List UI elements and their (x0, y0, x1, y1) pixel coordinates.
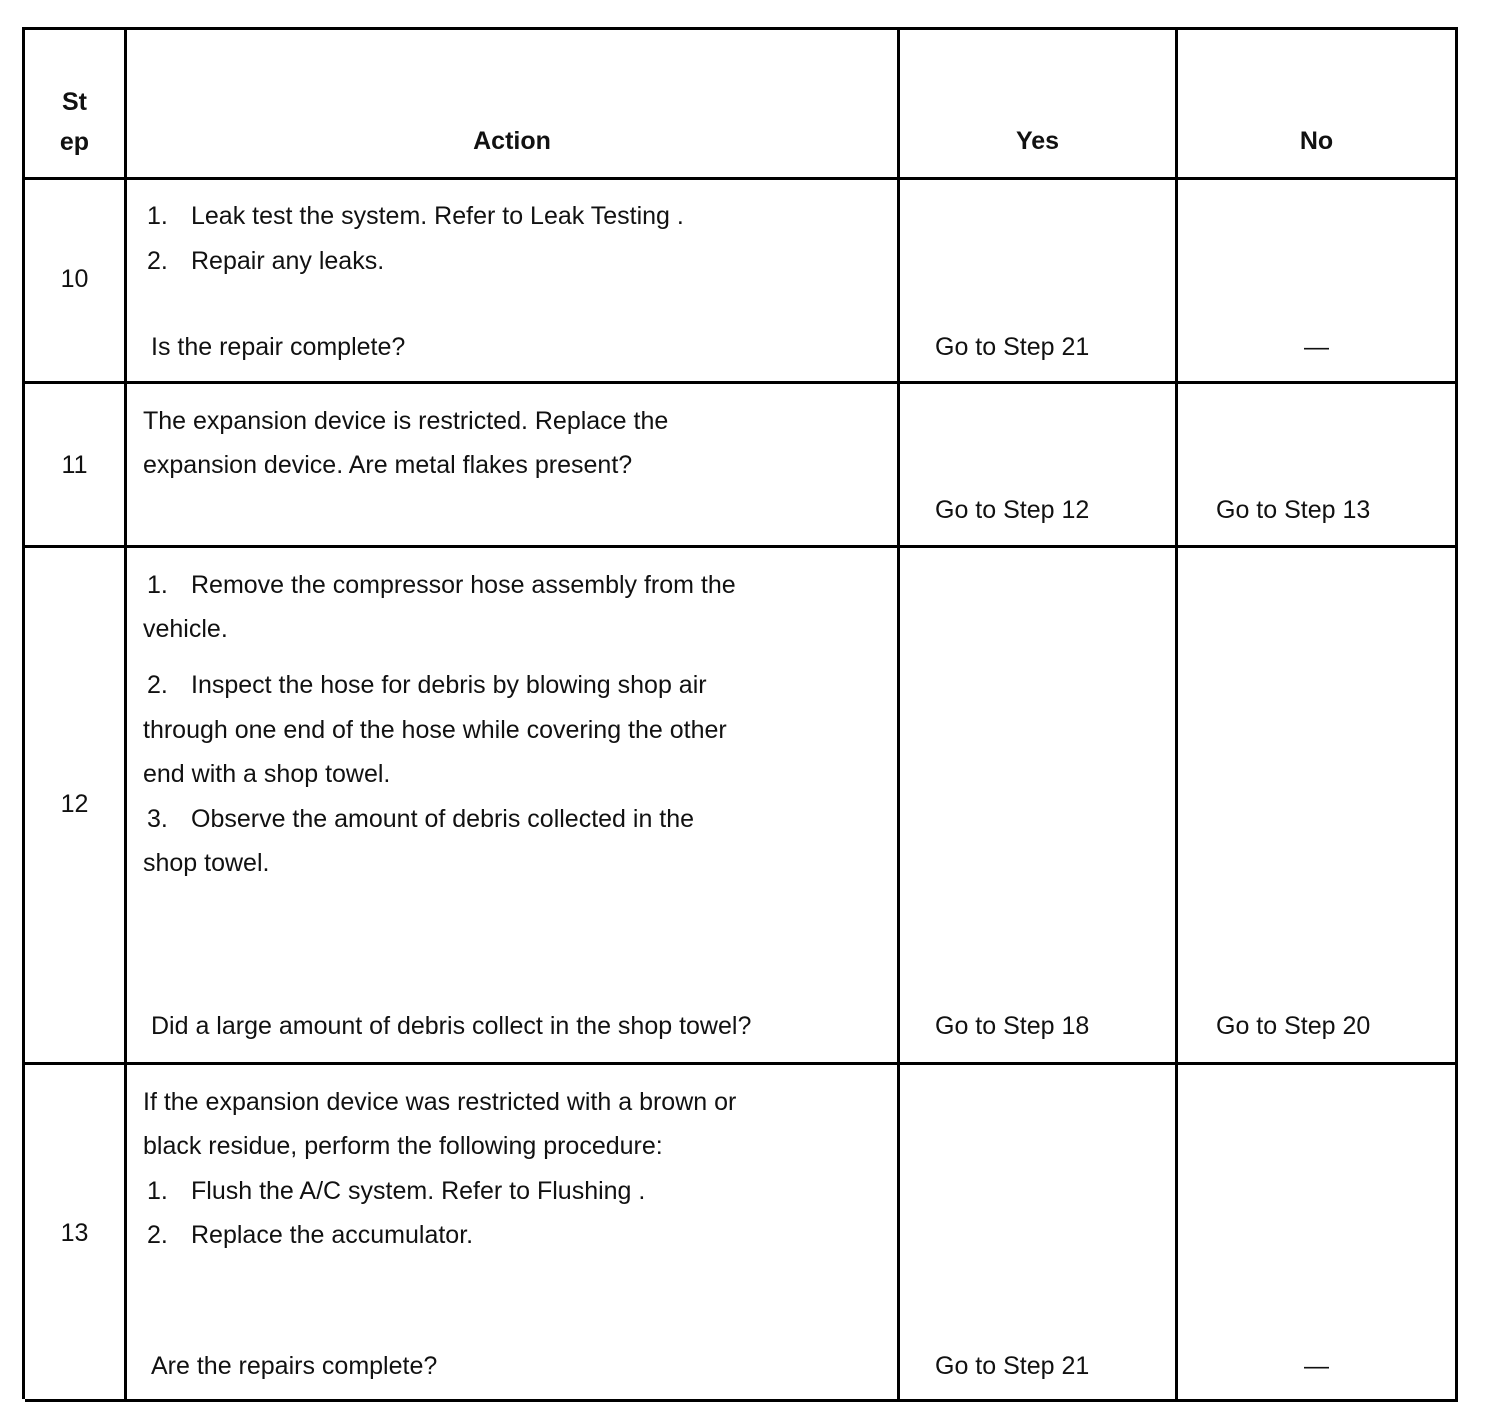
no-result: Go to Step 20 (1216, 1012, 1371, 1040)
table-row (25, 548, 1458, 1065)
action-text-line: black residue, perform the following procedure: (143, 1132, 663, 1160)
table-row (25, 1065, 1458, 1402)
list-item-continuation: through one end of the hose while covering the other (143, 716, 727, 744)
yes-result: Go to Step 21 (935, 333, 1090, 361)
list-item: 3. Observe the amount of debris collected in the (147, 805, 695, 833)
yes-result: Go to Step 12 (935, 496, 1090, 524)
question-text: Did a large amount of debris collect in the shop towel? (151, 1012, 752, 1040)
table-row (25, 384, 1458, 548)
header-step: St ep (59, 88, 90, 156)
header-yes: Yes (1015, 127, 1060, 155)
header-step-cell (25, 30, 127, 177)
yes-result: Go to Step 21 (935, 1352, 1090, 1380)
diagnostic-table (22, 27, 1458, 1399)
no-result: — (1304, 1352, 1329, 1380)
step-number: 13 (60, 1219, 89, 1247)
list-item-continuation: vehicle. (143, 615, 228, 643)
table-header-row (25, 30, 1458, 180)
step-number: 10 (60, 265, 89, 293)
list-item: 1. Leak test the system. Refer to Leak Testing . (147, 202, 684, 230)
no-result: — (1304, 333, 1329, 361)
question-text: Are the repairs complete? (151, 1352, 438, 1380)
list-item: 1. Flush the A/C system. Refer to Flushing . (147, 1177, 646, 1205)
no-result: Go to Step 13 (1216, 496, 1371, 524)
step-number: 12 (60, 790, 89, 818)
yes-result: Go to Step 18 (935, 1012, 1090, 1040)
action-text-line: If the expansion device was restricted with a brown or (143, 1088, 737, 1116)
header-action: Action (473, 127, 551, 155)
action-text-line: The expansion device is restricted. Replace the (143, 407, 669, 435)
step-number: 11 (61, 451, 88, 479)
table-row (25, 180, 1458, 384)
header-no: No (1299, 127, 1334, 155)
list-item: 1. Remove the compressor hose assembly from the (147, 571, 736, 599)
header-yes-cell (900, 30, 1178, 177)
list-item-continuation: shop towel. (143, 849, 270, 877)
action-text-line: expansion device. Are metal flakes present? (143, 451, 633, 479)
list-item-continuation: end with a shop towel. (143, 760, 391, 788)
list-item: 2. Inspect the hose for debris by blowing shop air (147, 671, 707, 699)
header-action-cell (127, 30, 900, 177)
list-item: 2. Repair any leaks. (147, 247, 385, 275)
header-no-cell (1178, 30, 1458, 177)
question-text: Is the repair complete? (151, 333, 406, 361)
list-item: 2. Replace the accumulator. (147, 1221, 474, 1249)
